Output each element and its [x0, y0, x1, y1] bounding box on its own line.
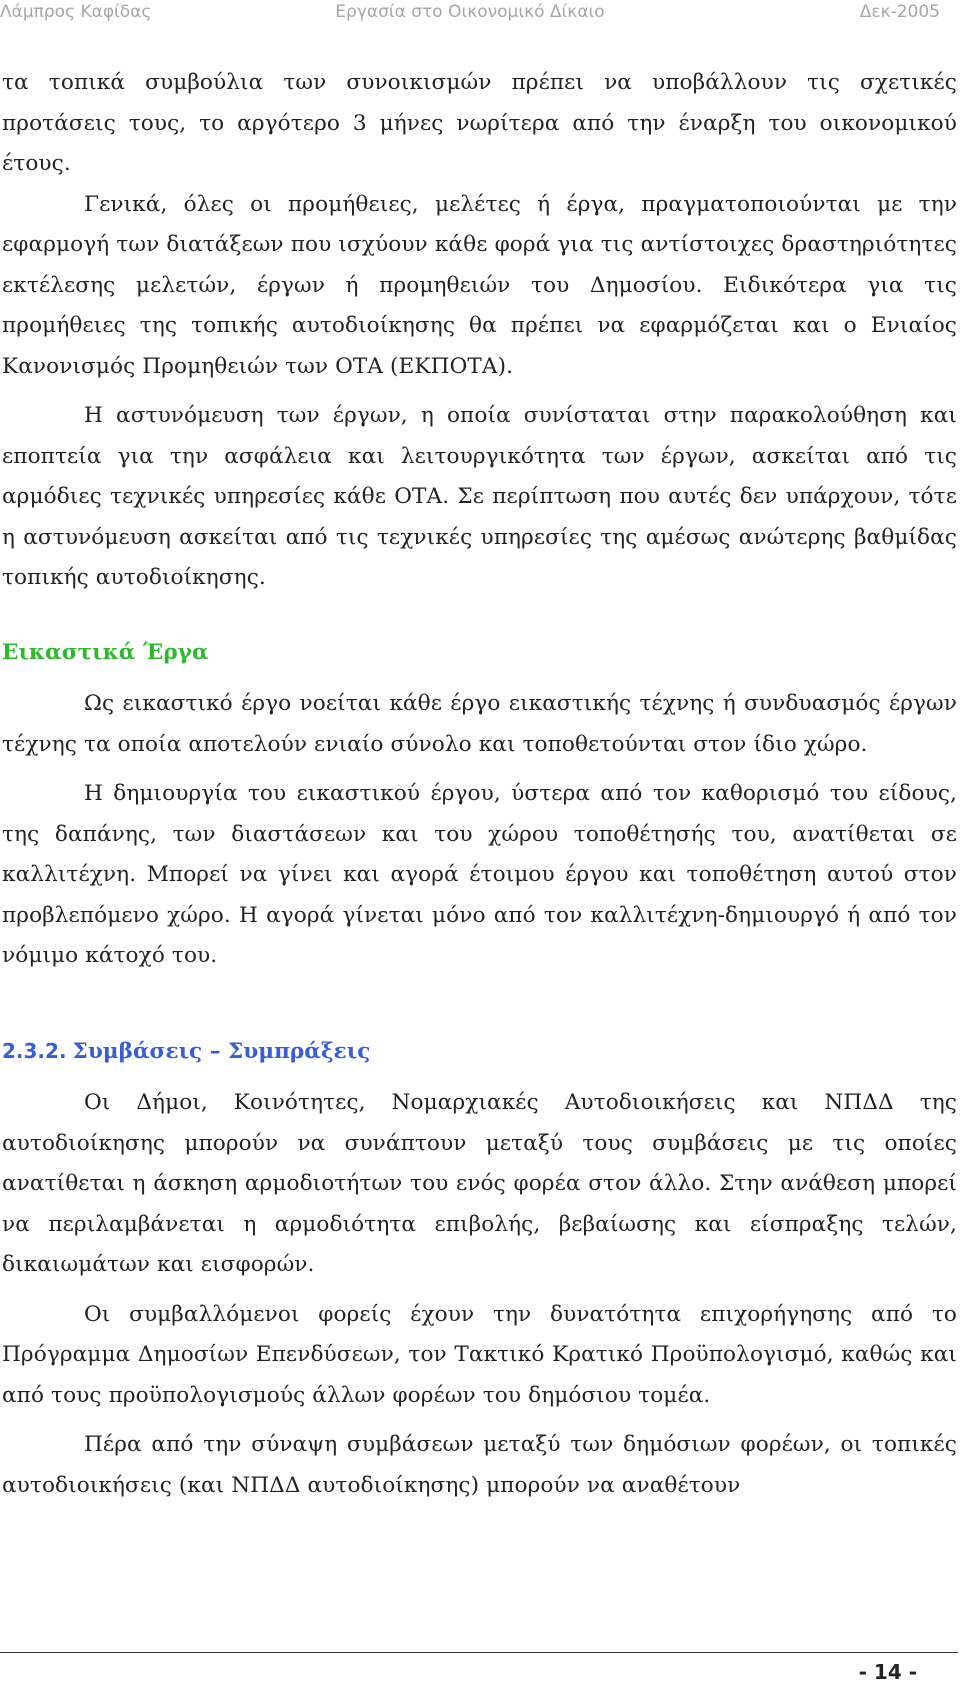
document-body — [2, 63, 957, 1506]
paragraph-artwork-creation: Η δημιουργία του εικαστικού έργου, ύστερα από τον καθορισμό του είδους, της δαπάνης, των διαστάσεων και του χώρου τοποθέτησής του, ανατίθεται σε καλλιτέχνη. Μπορεί να γίνει και αγορά έτοιμου έργου και τοποθέτηση αυτού στον προβλεπόμενο χώρο. Η αγορά γίνεται μόνο από τον καλλιτέχνη-δημιουργό ή από τον νόμιμο κάτοχό του. — [2, 781, 957, 968]
paragraph-works-policing: Η αστυνόμευση των έργων, η οποία συνίσταται στην παρακολούθηση και εποπτεία για την ασφάλεια και λειτουργικότητα των έργων, ασκείται από τις αρμόδιες τεχνικές υπηρεσίες κάθε ΟΤΑ. Σε περίπτωση που αυτές δεν υπάρχουν, τότε η αστυνόμευση ασκείται από τις τεχνικές υπηρεσίες της αμέσως ανώτερης βαθμίδας τοπικής αυτοδιοίκησης. — [2, 403, 957, 590]
paragraph-funding: Οι συμβαλλόμενοι φορείς έχουν την δυνατότητα επιχορήγησης από το Πρόγραμμα Δημοσίων Επενδύσεων, τον Τακτικό Κρατικό Προϋπολογισμό, καθώς και από τους προϋπολογισμούς άλλων φορέων του δημόσιου τομέα. — [2, 1301, 957, 1408]
header-title: Εργασία στο Οικονομικό Δίκαιο — [335, 2, 605, 22]
section-heading-artworks: Εικαστικά Έργα — [2, 639, 209, 665]
section-title: Συμβάσεις – Συμπράξεις — [72, 1038, 371, 1064]
section-heading-contracts — [2, 1031, 957, 1073]
paragraph-assignment: Πέρα από την σύναψη συμβάσεων μεταξύ των δημόσιων φορέων, οι τοπικές αυτοδιοικήσεις (και ΝΠΔΔ αυτοδιοίκησης) μπορούν να αναθέτουν — [2, 1432, 957, 1498]
paragraph-procurement: Γενικά, όλες οι προμήθειες, μελέτες ή έργα, πραγματοποιούνται με την εφαρμογή των διατάξεων που ισχύουν κάθε φορά για τις αντίστοιχες δραστηριότητες εκτέλεσης μελετών, έργων ή προμηθειών του Δημοσίου. Ειδικότερα για τις προμήθειες της τοπικής αυτοδιοίκησης θα πρέπει να εφαρμόζεται και ο Ενιαίος Κανονισμός Προμηθειών των ΟΤΑ (ΕΚΠΟΤΑ). — [2, 191, 957, 379]
paragraph-continued: τα τοπικά συμβούλια των συνοικισμών πρέπει να υποβάλλουν τις σχετικές προτάσεις τους, το αργότερο 3 μήνες νωρίτερα από την έναρξη του οικονομικού έτους. — [2, 70, 957, 176]
page-number: - 14 - — [858, 1660, 917, 1684]
section-number: 2.3.2. — [2, 1038, 67, 1063]
footer-divider — [0, 1652, 958, 1653]
paragraph-artwork-definition: Ως εικαστικό έργο νοείται κάθε έργο εικαστικής τέχνης ή συνδυασμός έργων τέχνης τα οποία αποτελούν ενιαίο σύνολο και τοποθετούνται στον ίδιο χώρο. — [2, 691, 957, 757]
page-header — [0, 0, 940, 26]
paragraph-contracts: Οι Δήμοι, Κοινότητες, Νομαρχιακές Αυτοδιοικήσεις και ΝΠΔΔ της αυτοδιοίκησης μπορούν να συνάπτουν μεταξύ τους συμβάσεις με τις οποίες ανατίθεται η άσκηση αρμοδιοτήτων του ενός φορέα στον άλλο. Στην ανάθεση μπορεί να περιλαμβάνεται η αρμοδιότητα επιβολής, βεβαίωσης και είσπραξης τελών, δικαιωμάτων και εισφορών. — [2, 1090, 957, 1277]
header-date: Δεκ-2005 — [859, 2, 940, 22]
header-author: Λάμπρος Καφίδας — [0, 2, 152, 22]
